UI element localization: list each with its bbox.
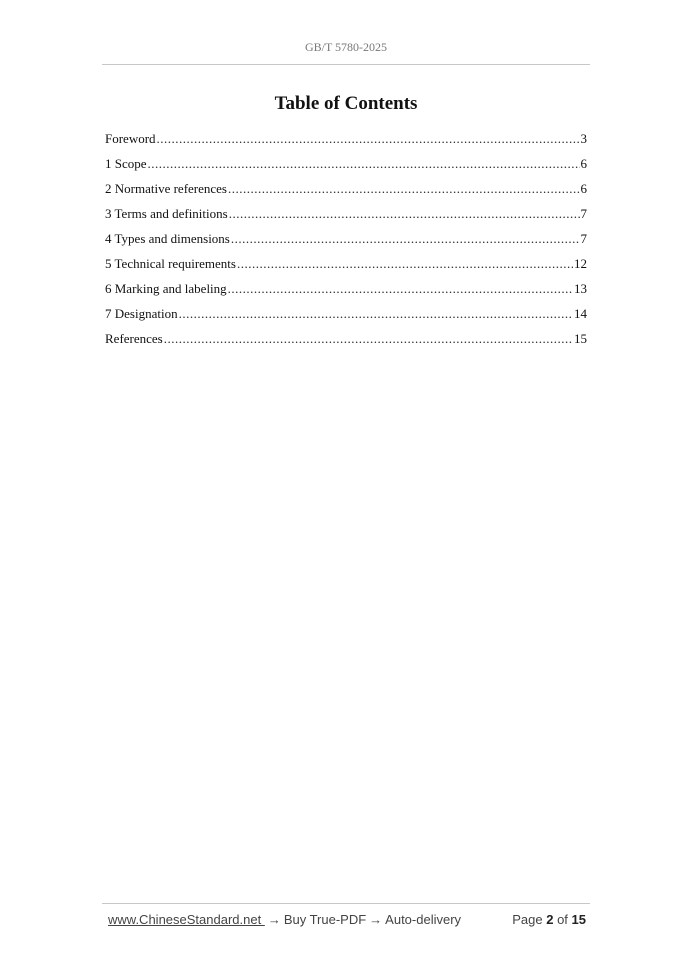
toc-leader-dots: [164, 330, 573, 348]
toc-entry-label: 3 Terms and definitions: [105, 206, 228, 221]
toc-entry-terms-and-definitions[interactable]: [105, 205, 587, 230]
toc-leader-dots: [148, 155, 580, 173]
toc-leader-dots: [237, 255, 573, 273]
toc-entry-label: 7 Designation: [105, 306, 178, 321]
toc-leader-dots: [228, 180, 580, 198]
header-divider: [102, 64, 590, 65]
toc-leader-dots: [157, 130, 580, 148]
page-header: GB/T 5780-2025: [304, 40, 388, 54]
page-number: [512, 912, 586, 927]
toc-entry-page: 6: [580, 181, 587, 196]
page-label: Page: [512, 912, 543, 927]
site-link[interactable]: www.ChineseStandard.net: [108, 912, 265, 927]
toc-entry-page: 15: [574, 331, 587, 346]
page-total: 15: [571, 912, 586, 927]
toc-entry-technical-requirements[interactable]: [105, 255, 587, 280]
toc-entry-types-and-dimensions[interactable]: [105, 230, 587, 255]
auto-delivery-text: Auto-delivery: [385, 912, 462, 927]
toc-entry-label: 6 Marking and labeling: [105, 281, 227, 296]
toc-entry-foreword[interactable]: [105, 130, 587, 155]
toc-leader-dots: [179, 305, 573, 323]
toc-entry-designation[interactable]: [105, 305, 587, 330]
toc-entry-label: Foreword: [105, 131, 156, 146]
toc-entry-label: 5 Technical requirements: [105, 256, 236, 271]
toc-title: Table of Contents: [274, 93, 418, 114]
page-current: 2: [546, 912, 554, 927]
toc-entry-page: 3: [580, 131, 587, 146]
arrow-right-icon: →: [267, 912, 281, 927]
toc-entry-label: References: [105, 331, 163, 346]
toc-leader-dots: [231, 230, 580, 248]
toc-entry-marking-and-labeling[interactable]: [105, 280, 587, 305]
page-footer: [108, 912, 586, 927]
toc-entry-label: 1 Scope: [105, 156, 147, 171]
buy-true-pdf-text: Buy True-PDF: [283, 912, 367, 927]
toc-entry-page: 14: [574, 306, 587, 321]
toc-entry-references[interactable]: [105, 330, 587, 355]
toc-entry-scope[interactable]: [105, 155, 587, 180]
table-of-contents: [105, 130, 587, 355]
toc-entry-label: 4 Types and dimensions: [105, 231, 230, 246]
toc-leader-dots: [228, 280, 573, 298]
page-of: of: [557, 912, 568, 927]
toc-entry-page: 12: [574, 256, 587, 271]
footer-promo: [108, 912, 461, 927]
toc-leader-dots: [229, 205, 580, 223]
footer-divider: [102, 903, 590, 904]
toc-entry-page: 7: [580, 206, 587, 221]
toc-entry-page: 13: [574, 281, 587, 296]
toc-entry-label: 2 Normative references: [105, 181, 227, 196]
arrow-right-icon: →: [369, 912, 383, 927]
toc-entry-page: 7: [580, 231, 587, 246]
toc-entry-page: 6: [580, 156, 587, 171]
toc-entry-normative-references[interactable]: [105, 180, 587, 205]
